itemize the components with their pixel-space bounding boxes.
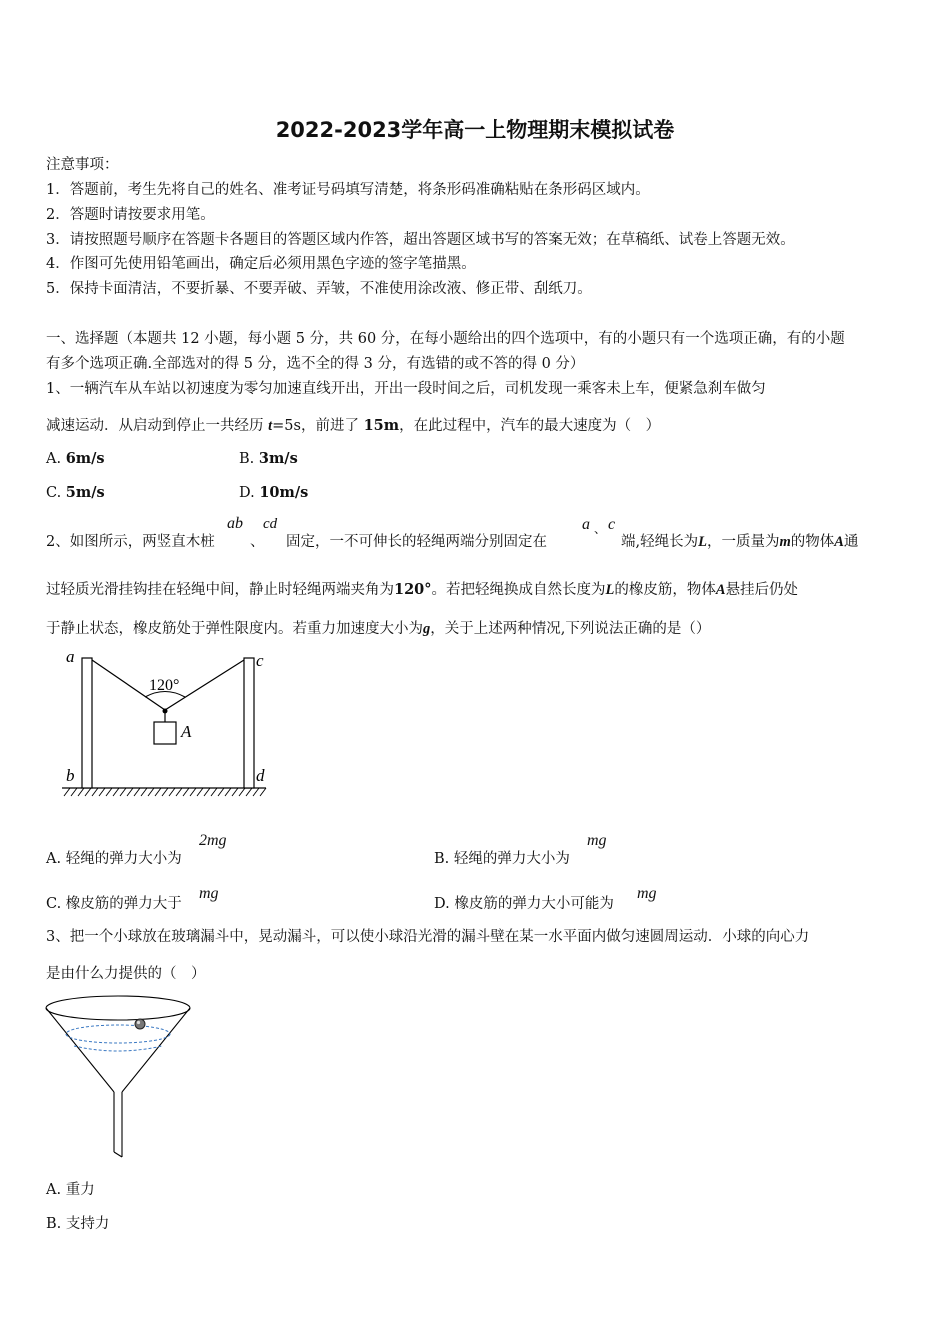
section-instructions-line-2: 有多个选项正确.全部选对的得 5 分，选不全的得 3 分，有选错的或不答的得 0 分） [46, 356, 585, 372]
q1-stem-line-2 [46, 414, 660, 435]
q2-separator-2: 、 [594, 522, 607, 536]
label-c: c [256, 651, 264, 670]
q3-figure-funnel [44, 994, 196, 1160]
q2-option-b-math: mg [587, 832, 607, 849]
q3-option-a[interactable]: A. 重力 [46, 1182, 95, 1198]
q2-separator: 、 [250, 534, 265, 550]
q1-text-c: ，在此过程中，汽车的最大速度为（ ） [399, 418, 661, 434]
q1-text-a: 减速运动．从启动到停止一共经历 [46, 418, 269, 434]
q1-option-d[interactable]: D. 10m/s [239, 484, 309, 501]
q1-text-b: =5s，前进了 [272, 418, 364, 434]
notice-item-4: 4．作图可先使用铅笔画出，确定后必须用黑色字迹的签字笔描黑。 [46, 256, 476, 272]
q1-stem-line-1: 1、一辆汽车从车站以初速度为零匀加速直线开出，开出一段时间之后，司机发现一乘客未上车，便紧急刹车做匀 [46, 381, 766, 397]
q1-var-t: t [268, 418, 273, 434]
q2-math-ab: ab [227, 515, 243, 532]
q2-math-c: c [608, 516, 616, 533]
q1-option-a[interactable]: A. 6m/s [46, 450, 105, 467]
q3-stem-line-2: 是由什么力提供的（ ） [46, 966, 206, 982]
q2-stem-line-2: 过轻质光滑挂钩挂在轻绳中间，静止时轻绳两端夹角为120°。若把轻绳换成自然长度为L的橡皮筋，物体A悬挂后仍处 [46, 581, 799, 598]
notice-item-2: 2．答题时请按要求用笔。 [46, 207, 215, 223]
q3-stem-line-1: 3、把一个小球放在玻璃漏斗中，晃动漏斗，可以使小球沿光滑的漏斗壁在某一水平面内做匀速圆周运动．小球的向心力 [46, 929, 810, 945]
q1-option-c[interactable]: C. 5m/s [46, 484, 105, 501]
q2-option-d[interactable]: D. 橡皮筋的弹力大小可能为 [434, 896, 614, 912]
q2-math-cd: cd [263, 516, 278, 532]
label-b: b [66, 766, 75, 785]
q2-stem-line-1-tail: 端,轻绳长为L，一质量为m的物体A通 [621, 534, 859, 550]
q2-option-a-math: 2mg [199, 832, 227, 849]
q2-option-c-math: mg [199, 885, 219, 902]
q2-option-c[interactable]: C. 橡皮筋的弹力大于 [46, 896, 182, 912]
notice-heading: 注意事项： [46, 157, 119, 173]
q2-math-a: a [582, 516, 590, 533]
label-block-A: A [181, 722, 192, 741]
label-angle: 120° [149, 677, 180, 694]
q2-option-d-math: mg [637, 885, 657, 902]
page-title: 2022-2023学年高一上物理期末模拟试卷 [275, 118, 675, 142]
q2-text-2: 固定，一不可伸长的轻绳两端分别固定在 [286, 534, 547, 550]
notice-item-3: 3．请按照题号顺序在答题卡各题目的答题区域内作答，超出答题区域书写的答案无效；在草稿纸、试卷上答题无效。 [46, 232, 795, 248]
q1-distance: 15m [363, 417, 400, 434]
q2-stem-line-3: 于静止状态，橡皮筋处于弹性限度内。若重力加速度大小为g，关于上述两种情况,下列说法正确的是（） [46, 621, 711, 637]
q2-option-b[interactable]: B. 轻绳的弹力大小为 [434, 851, 570, 867]
notice-item-1: 1．答题前，考生先将自己的姓名、准考证号码填写清楚，将条形码准确粘贴在条形码区域内。 [46, 182, 650, 198]
q3-option-b[interactable]: B. 支持力 [46, 1216, 110, 1232]
notice-item-5: 5．保持卡面清洁，不要折暴、不要弄破、弄皱，不准使用涂改液、修正带、刮纸刀。 [46, 281, 592, 297]
q1-option-b[interactable]: B. 3m/s [239, 450, 298, 467]
q2-figure-posts-and-rope [58, 648, 270, 800]
section-instructions-line-1: 一、选择题（本题共 12 小题，每小题 5 分，共 60 分，在每小题给出的四个选项中，有的小题只有一个选项正确，有的小题 [46, 331, 845, 347]
q2-text-1: 2、如图所示，两竖直木桩 [46, 534, 215, 550]
q2-option-a[interactable]: A. 轻绳的弹力大小为 [46, 851, 182, 867]
label-a: a [66, 648, 75, 666]
label-d: d [256, 766, 265, 785]
